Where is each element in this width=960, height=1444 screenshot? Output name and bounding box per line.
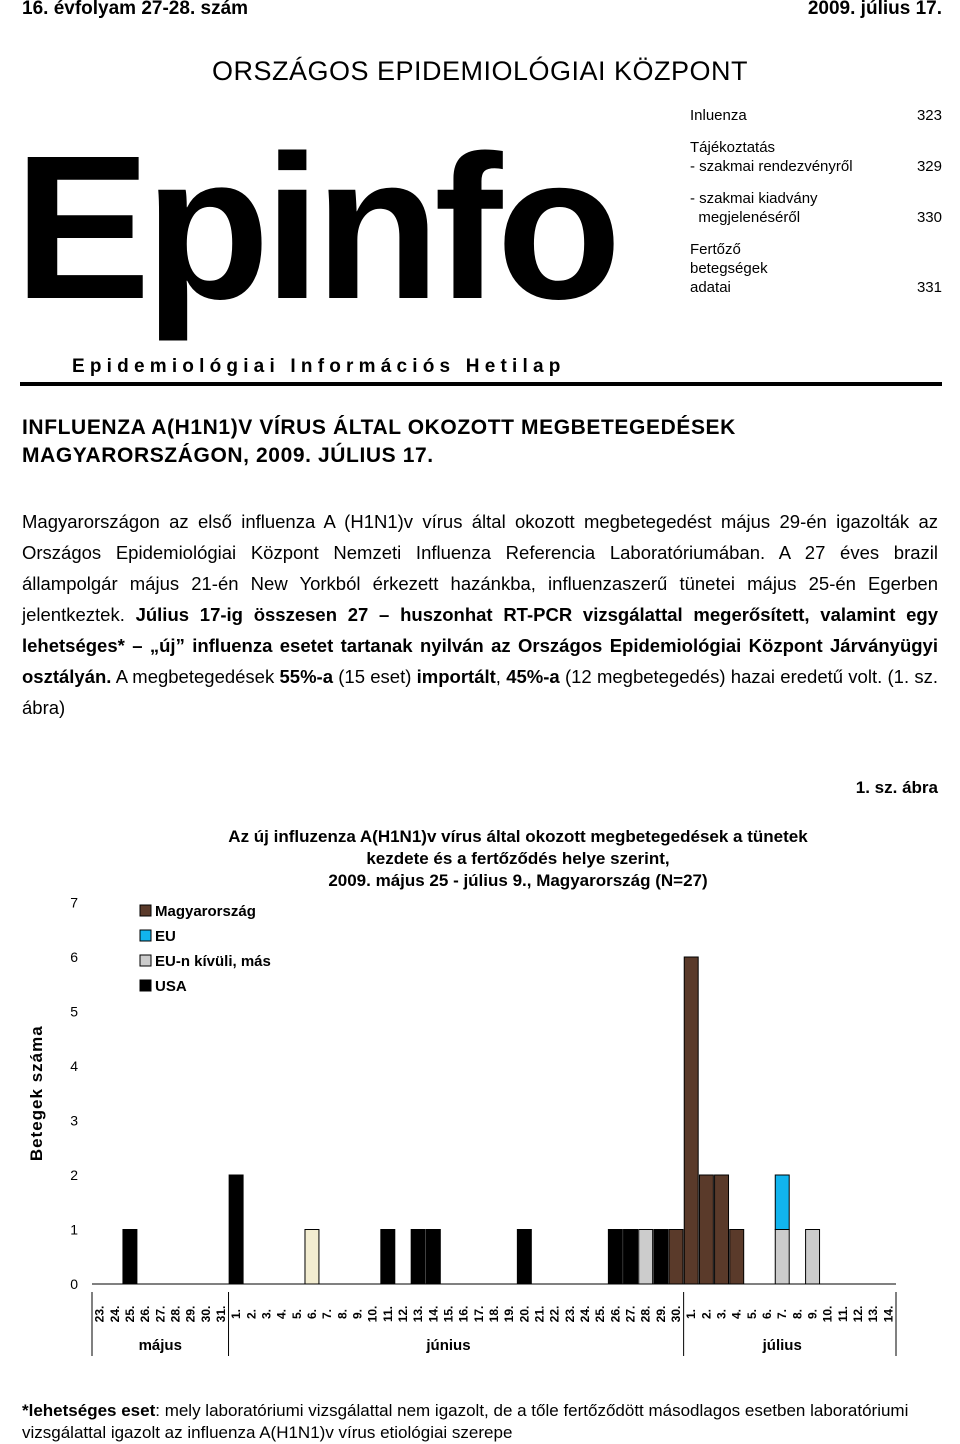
article-paragraph <box>22 506 938 723</box>
legend-swatch <box>140 955 151 966</box>
x-tick-label: 10. <box>820 1305 835 1323</box>
bar-segment <box>608 1230 622 1285</box>
footnote <box>22 1400 942 1444</box>
figure-number: 1. sz. ábra <box>855 778 938 797</box>
x-tick-label: 21. <box>532 1305 547 1323</box>
bar-segment <box>123 1230 137 1285</box>
footnote-text: : mely laboratóriumi vizsgálattal nem igazolt, de a tőle fertőződött másodlagos esetben laboratóriumi vizsgálattal igazolt az influenza A(H1N1)v vírus etiológiai szerepe <box>22 1401 909 1442</box>
bar-segment <box>229 1175 243 1284</box>
x-tick-label: 1. <box>684 1308 699 1320</box>
article-headline <box>22 414 942 470</box>
x-tick-label: 31. <box>213 1305 228 1323</box>
headline-line-2: MAGYARORSZÁGON, 2009. JÚLIUS 17. <box>22 444 434 467</box>
toc-item <box>690 138 942 176</box>
x-tick-label: 27. <box>623 1305 638 1323</box>
x-tick-label: 6. <box>760 1308 775 1320</box>
x-tick-label: 11. <box>835 1305 850 1323</box>
x-tick-label: 13. <box>411 1305 426 1323</box>
legend-label: EU <box>155 928 176 945</box>
x-tick-label: 9. <box>350 1308 365 1320</box>
legend-swatch <box>140 905 151 916</box>
x-tick-label: 26. <box>608 1305 623 1323</box>
x-tick-label: 7. <box>775 1308 790 1320</box>
x-tick-label: 17. <box>471 1305 486 1323</box>
x-tick-label: 30. <box>669 1305 684 1323</box>
x-tick-label: 23. <box>92 1305 107 1323</box>
para-bold-3: importált <box>416 666 496 687</box>
bar-segment <box>426 1230 440 1285</box>
para-text-2: A megbetegedések <box>111 666 280 687</box>
bar-segment <box>624 1230 638 1285</box>
x-tick-label: 2. <box>699 1308 714 1320</box>
x-tick-label: 3. <box>259 1308 274 1320</box>
para-text-3: (15 eset) <box>332 666 417 687</box>
x-tick-label: 12. <box>851 1305 866 1323</box>
header-rule <box>20 382 942 386</box>
y-tick-label: 4 <box>70 1058 78 1074</box>
x-tick-label: 7. <box>320 1308 335 1320</box>
x-tick-label: 3. <box>714 1308 729 1320</box>
y-tick-label: 3 <box>70 1112 78 1129</box>
para-bold-1: Július 17-ig összesen 27 – huszonhat RT-PCR vizsgálattal megerősített, valamint egy lehetséges* – „új” influenza esetet tartanak nyilván az Országos Epidemiológiai Központ Járványügyi osztályán. <box>22 604 938 687</box>
bar-segment <box>517 1230 531 1285</box>
month-label: június <box>426 1337 471 1354</box>
para-bold-4: 45%-a <box>506 666 560 687</box>
bar-segment <box>775 1175 789 1230</box>
x-tick-label: 5. <box>289 1308 304 1320</box>
bar-segment <box>305 1230 319 1285</box>
x-tick-label: 10. <box>365 1305 380 1323</box>
x-tick-label: 14. <box>881 1305 896 1323</box>
toc-item <box>690 189 942 227</box>
x-tick-label: 1. <box>229 1308 244 1320</box>
toc-item-page: 329 <box>916 158 942 175</box>
legend-swatch <box>140 930 151 941</box>
bar-segment <box>411 1230 425 1285</box>
month-label: július <box>762 1337 802 1354</box>
x-tick-label: 11. <box>380 1305 395 1323</box>
toc-item <box>690 240 942 297</box>
x-tick-label: 22. <box>547 1305 562 1323</box>
publication-subtitle: Epidemiológiai Információs Hetilap <box>72 356 566 377</box>
x-tick-label: 29. <box>183 1305 198 1323</box>
x-tick-label: 19. <box>502 1305 517 1323</box>
x-tick-label: 30. <box>198 1305 213 1323</box>
y-tick-label: 1 <box>70 1221 78 1238</box>
x-tick-label: 27. <box>153 1305 168 1323</box>
para-text-1: Magyarországon az első influenza A (H1N1)v vírus által okozott megbetegedést május 29-én igazolták az Országos Epidemiológiai Központ Nemzeti Influenza Referencia Laboratóriumában. A 27 éves brazil állampolgár május 21-én New Yorkból érkezett hazánkba, influenzaszerű tünetei május 25-én Egerben jelentkeztek. <box>22 511 938 625</box>
x-tick-label: 23. <box>562 1305 577 1323</box>
bar-segment <box>715 1175 729 1284</box>
para-bold-2: 55%-a <box>279 666 333 687</box>
x-tick-label: 26. <box>138 1305 153 1323</box>
toc-item-label: - szakmai kiadvány megjelenéséről <box>690 190 818 226</box>
x-tick-label: 2. <box>244 1308 259 1320</box>
cases-bar-chart <box>20 820 940 1380</box>
x-tick-label: 8. <box>790 1308 805 1320</box>
legend-swatch <box>140 980 151 991</box>
x-tick-label: 5. <box>744 1308 759 1320</box>
toc-item <box>690 106 942 125</box>
legend-label: EU-n kívüli, más <box>155 953 271 970</box>
bar-segment <box>669 1230 683 1285</box>
bar-segment <box>639 1230 653 1285</box>
bar-segment <box>699 1175 713 1284</box>
x-tick-label: 12. <box>395 1305 410 1323</box>
bar-segment <box>654 1230 668 1285</box>
chart-title-line-1: Az új influzenza A(H1N1)v vírus által okozott megbetegedések a tünetek <box>228 827 808 846</box>
footnote-term: *lehetséges eset <box>22 1401 156 1420</box>
legend-label: Magyarország <box>155 903 256 920</box>
y-tick-label: 2 <box>70 1167 78 1183</box>
chart-title-line-2: kezdete és a fertőződés helye szerint, <box>366 849 670 868</box>
y-axis-label: Betegek száma <box>27 1025 46 1162</box>
bar-segment <box>684 957 698 1284</box>
x-tick-label: 28. <box>638 1305 653 1323</box>
para-text-5: (12 megbetegedés) hazai eredetű volt. (1. sz. ábra) <box>22 666 939 718</box>
para-text-4: , <box>495 666 507 687</box>
headline-line-1: INFLUENZA A(H1N1)V VÍRUS ÁLTAL OKOZOTT MEGBETEGEDÉSEK <box>22 416 736 439</box>
bar-segment <box>381 1230 395 1285</box>
x-tick-label: 24. <box>107 1305 122 1323</box>
x-tick-label: 24. <box>578 1305 593 1323</box>
bar-segment <box>775 1230 789 1285</box>
x-tick-label: 4. <box>274 1308 289 1320</box>
y-tick-label: 7 <box>70 894 78 911</box>
y-tick-label: 0 <box>70 1276 78 1292</box>
logo-wordmark: Epinfo <box>14 140 616 342</box>
issue-number: 16. évfolyam 27-28. szám <box>22 0 249 19</box>
x-tick-label: 16. <box>456 1305 471 1323</box>
masthead-topline <box>22 0 942 20</box>
x-tick-label: 28. <box>168 1305 183 1323</box>
month-label: május <box>138 1337 182 1354</box>
x-tick-label: 6. <box>304 1308 319 1320</box>
x-tick-label: 8. <box>335 1308 350 1320</box>
toc-item-page: 331 <box>916 279 942 296</box>
y-tick-label: 5 <box>70 1003 78 1020</box>
chart-title-line-3: 2009. május 25 - július 9., Magyarország (N=27) <box>328 871 708 890</box>
toc-item-page: 330 <box>916 209 942 226</box>
bar-segment <box>730 1230 744 1285</box>
x-tick-label: 14. <box>426 1305 441 1323</box>
x-tick-label: 25. <box>593 1305 608 1323</box>
x-tick-label: 20. <box>517 1305 532 1323</box>
bar-segment <box>806 1230 820 1285</box>
x-tick-label: 25. <box>122 1305 137 1323</box>
x-tick-label: 15. <box>441 1305 456 1323</box>
x-tick-label: 18. <box>487 1305 501 1323</box>
toc-item-label: Tájékoztatás - szakmai rendezvényről <box>690 139 853 175</box>
issue-date: 2009. július 17. <box>807 0 942 19</box>
x-tick-label: 9. <box>805 1308 820 1320</box>
x-tick-label: 4. <box>729 1308 744 1320</box>
toc-item-label: Inluenza <box>690 107 747 124</box>
institution-name: ORSZÁGOS EPIDEMIOLÓGIAI KÖZPONT <box>211 56 749 86</box>
toc-item-label: Fertőző betegségek adatai <box>690 241 768 296</box>
x-tick-label: 13. <box>866 1305 881 1323</box>
legend-label: USA <box>155 978 187 995</box>
table-of-contents <box>690 106 942 310</box>
x-tick-label: 29. <box>653 1305 668 1323</box>
epinfo-logo <box>14 140 644 350</box>
y-tick-label: 6 <box>70 949 78 965</box>
toc-item-page: 323 <box>916 107 942 124</box>
